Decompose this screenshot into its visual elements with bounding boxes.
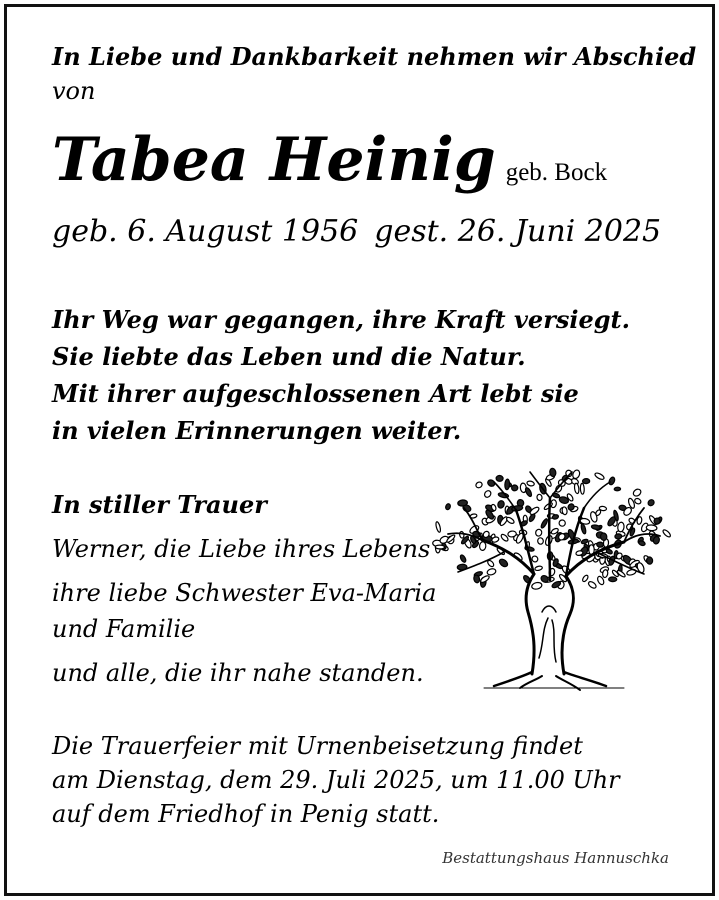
tree-leaf: [634, 497, 642, 504]
deceased-name: Tabea Heinig: [52, 125, 496, 195]
tree-leaf: [614, 487, 621, 491]
death-date: gest. 26. Juni 2025: [374, 214, 662, 249]
tree-leaf: [505, 479, 510, 490]
mourning-title: In stiller Trauer: [52, 490, 267, 519]
tree-leaf: [479, 542, 486, 551]
tree-leaf: [506, 516, 515, 524]
tree-leaf: [602, 569, 608, 578]
funeral-service-info: [52, 729, 620, 831]
tree-leaf: [524, 487, 532, 498]
tree-leaf: [617, 522, 624, 532]
tree-leaf: [574, 483, 580, 494]
tree-leaf: [615, 534, 622, 540]
tree-leaf: [540, 518, 548, 529]
tree-leaf: [536, 494, 542, 501]
tree-leaf: [580, 523, 586, 534]
tree-leaf: [580, 483, 584, 494]
tree-leaf: [600, 533, 607, 541]
intro-line: In Liebe und Dankbarkeit nehmen wir Abschied: [52, 42, 697, 71]
tree-leaf: [608, 476, 616, 485]
maiden-name: geb. Bock: [505, 159, 608, 186]
tree-leaf: [581, 538, 589, 544]
tree-leaf: [587, 580, 597, 589]
deceased-name-line: [52, 120, 607, 200]
undertaker-credit: Bestattungshaus Hannuschka: [442, 849, 669, 867]
mourner-line: Werner, die Liebe ihres Lebens: [52, 535, 431, 563]
tree-leaf: [508, 531, 517, 538]
tree-leaf: [582, 574, 589, 582]
intro-von: von: [52, 77, 96, 105]
mourner-entry: [52, 656, 436, 692]
tree-leaf: [445, 503, 451, 510]
tree-leaf: [498, 558, 509, 568]
mourner-line: und alle, die ihr nahe standen.: [52, 659, 424, 687]
tree-leaf: [535, 529, 543, 537]
tree-leaf: [475, 481, 483, 489]
tree-leaf: [647, 498, 655, 506]
tree-leaf: [599, 506, 607, 511]
tree-leaf: [537, 537, 543, 544]
verse-line: Mit ihrer aufgeschlossenen Art lebt sie: [52, 379, 579, 408]
tree-leaf: [582, 478, 589, 483]
tree-leaf: [646, 525, 657, 532]
tree-leaf: [496, 475, 503, 481]
verse-line: Ihr Weg war gegangen, ihre Kraft versiegt.: [52, 305, 630, 334]
birth-date: geb. 6. August 1956: [52, 214, 359, 249]
mourner-line: und Familie: [52, 615, 196, 643]
tree-leaf: [497, 500, 505, 509]
mourner-entry: [52, 532, 436, 568]
tree-leaf: [526, 480, 534, 486]
tree-leaf: [458, 500, 468, 507]
intro-text: [52, 40, 697, 108]
service-line: auf dem Friedhof in Penig statt.: [52, 800, 440, 828]
tree-icon: [424, 462, 676, 692]
tree-leaf: [512, 485, 518, 491]
verse-line: Sie liebte das Leben und die Natur.: [52, 342, 526, 371]
service-line: Die Trauerfeier mit Urnenbeisetzung findet: [52, 732, 583, 760]
tree-leaf: [638, 540, 646, 546]
tree-leaf: [609, 577, 617, 582]
mourners-list: [52, 532, 436, 700]
service-line: am Dienstag, dem 29. Juli 2025, um 11.00 Uhr: [52, 766, 620, 794]
verse-line: in vielen Erinnerungen weiter.: [52, 416, 462, 445]
tree-leaf: [646, 557, 653, 565]
tree-leaf: [534, 565, 542, 571]
tree-leaf: [562, 507, 568, 515]
life-dates: [52, 212, 661, 252]
memorial-verse: [52, 301, 630, 449]
tree-leaf: [597, 542, 604, 547]
tree-leaf: [486, 568, 496, 576]
mourner-entry: [52, 576, 436, 648]
mourner-line: ihre liebe Schwester Eva-Maria: [52, 579, 437, 607]
tree-leaf: [549, 468, 556, 477]
tree-leaf: [480, 575, 491, 584]
tree-leaf: [662, 529, 672, 538]
tree-leaf: [459, 554, 467, 563]
tree-leaf: [558, 519, 567, 528]
tree-leaf: [435, 545, 444, 549]
tree-leaf: [531, 582, 542, 591]
tree-leaf: [594, 472, 605, 481]
tree-leaf: [632, 488, 642, 498]
tree-leaf: [483, 489, 492, 498]
tree-leaf: [435, 521, 441, 532]
